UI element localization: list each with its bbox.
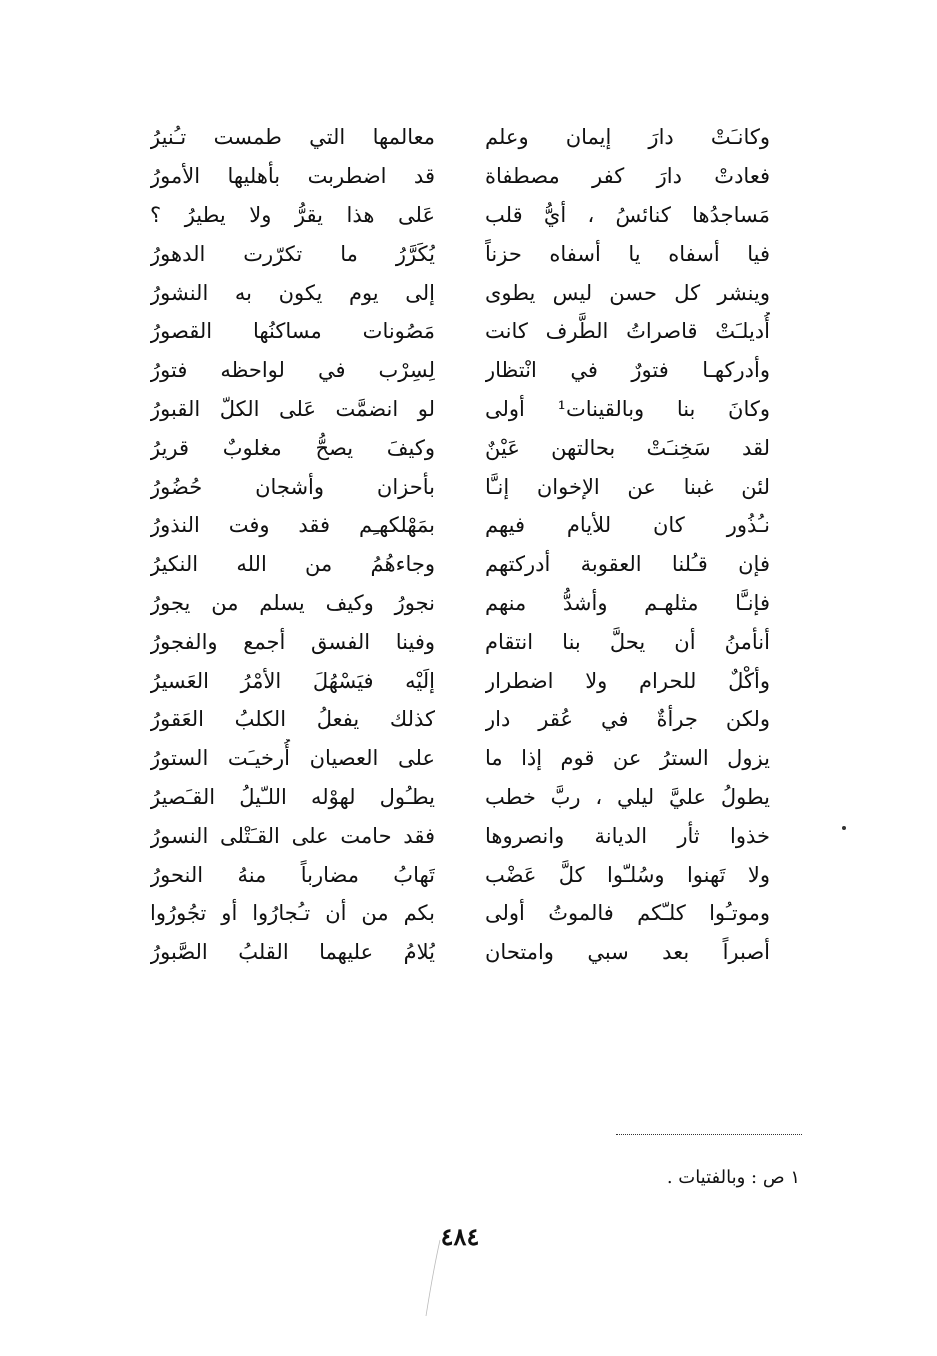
verse-second-hemistich: على العصيان أُرخيـَت الستورُ — [150, 746, 435, 771]
verse-second-hemistich: وفينا الفسق أجمع والفجورُ — [150, 629, 435, 654]
verse-second-hemistich: تَهابُ مضارباً منهُ النحورُ — [150, 862, 435, 887]
verse-second-hemistich: مَصُونات مساكنُها القصورُ — [150, 319, 435, 344]
verse-first-hemistich: وأكْلٌ للحرام ولا اضطرار — [485, 668, 770, 693]
verse-line — [150, 584, 770, 623]
verse-line — [150, 506, 770, 545]
verse-line — [150, 545, 770, 584]
verse-second-hemistich: وجاءهُمُ من الله النكيرُ — [150, 552, 435, 577]
verse-line — [150, 622, 770, 661]
verse-first-hemistich: مَساجدُها كنائسُ ، أيُّ قلب — [485, 202, 770, 227]
verse-first-hemistich: ولا تَهنوا وسُلـّوا كلَّ عَضْب — [485, 862, 770, 887]
verse-line — [150, 467, 770, 506]
verse-first-hemistich: فعادتْ دارَ كفر مصطفاة — [485, 164, 770, 189]
verse-line — [150, 855, 770, 894]
verse-second-hemistich: يُلامُ عليهما القلبُ الصَّبورُ — [150, 940, 435, 965]
verse-line — [150, 428, 770, 467]
verse-second-hemistich: بأحزان وأشجان حُضُورُ — [150, 474, 435, 499]
verse-second-hemistich: لو انضمَّت عَلى الكلّ القبورُ — [150, 396, 435, 421]
verse-line — [150, 273, 770, 312]
verse-line — [150, 351, 770, 390]
verse-line — [150, 778, 770, 817]
verse-line — [150, 739, 770, 778]
verse-second-hemistich: بكم من أن تـُجارُوا أو تجُورُوا — [150, 901, 435, 926]
verse-line — [150, 933, 770, 972]
verse-second-hemistich: وكيفَ يصحُّ مغلوبٌ قريرُ — [150, 435, 435, 460]
verse-line — [150, 816, 770, 855]
verse-first-hemistich: أصبراً بعد سبي وامتحان — [485, 940, 770, 965]
verse-second-hemistich: يُكَرَّرُ ما تكرّرت الدهورُ — [150, 241, 435, 266]
verse-first-hemistich: أنأمنُ أن يحلَّ بنا انتقام — [485, 629, 770, 654]
poem-body — [150, 118, 770, 1128]
verse-second-hemistich: قد اضطربت بأهليها الأمورُ — [150, 164, 435, 189]
verse-line — [150, 157, 770, 196]
verse-first-hemistich: فإن قـُلنا العقوبة أدركتهم — [485, 552, 770, 577]
verse-first-hemistich: لقد سَخِنـَتْ بحالتهن عَيْنٌ — [485, 435, 770, 460]
verse-first-hemistich: نـُذُور كان للأيام فيهم — [485, 513, 770, 538]
verse-line — [150, 234, 770, 273]
footnote: ١ ص : وبالفتيات . — [666, 1167, 800, 1188]
verse-line — [150, 118, 770, 157]
verse-first-hemistich: وينشر كل حسن ليس يطوى — [485, 280, 770, 305]
verse-second-hemistich: فقد حامت على القـَتْلى النسورُ — [150, 823, 435, 848]
verse-first-hemistich: يزول السترُ عن قوم إذا ما — [485, 746, 770, 771]
verse-line — [150, 196, 770, 235]
verse-second-hemistich: معالمها التي طمست تـُنيرُ — [150, 125, 435, 150]
verse-first-hemistich: وكانـَتْ دارَ إيمان وعلم — [485, 125, 770, 150]
page-number: ٤٨٤ — [440, 1222, 480, 1251]
footnote-separator — [616, 1134, 802, 1135]
verse-first-hemistich: لئن غبنا عن الإخوان إنـَّا — [485, 474, 770, 499]
verse-first-hemistich: ولكن جرأةٌ في عُقر دار — [485, 707, 770, 732]
pencil-mark — [418, 1238, 448, 1318]
verse-line — [150, 390, 770, 429]
verse-first-hemistich: وكانَ بنا وبالقينات¹ أولى — [485, 396, 770, 421]
verse-first-hemistich: خذوا ثأر الديانة وانصروها — [485, 823, 770, 848]
verse-second-hemistich: عَلى هذا يقرُّ ولا يطيرُ ؟ — [150, 202, 435, 227]
verse-second-hemistich: إلَيْه فيَسْهُلَ الأمْرُ العَسيرُ — [150, 668, 435, 693]
verse-first-hemistich: وأدركهـا فتورٌ في انْتظار — [485, 358, 770, 383]
verse-line — [150, 661, 770, 700]
verse-second-hemistich: لِسِرْب في لواحظه فتورُ — [150, 358, 435, 383]
verse-first-hemistich: أُديلـَتْ قاصراتُ الطَّرف كانت — [485, 319, 770, 344]
verse-second-hemistich: إلى يوم يكون به النشورُ — [150, 280, 435, 305]
verse-first-hemistich: فيا أسفاه يا أسفاه حزناً — [485, 241, 770, 266]
verse-second-hemistich: كذلك يفعلُ الكلبُ العَقورُ — [150, 707, 435, 732]
verse-second-hemistich: يطـُول لهوْله اللـّيلُ القـَصيرُ — [150, 784, 435, 809]
verse-first-hemistich: فإنـَّا مثلهـم وأشدُّ منهم — [485, 590, 770, 615]
verse-line — [150, 894, 770, 933]
margin-mark — [842, 826, 846, 830]
verse-first-hemistich: يطولُ عليَّ ليلي ، ربَّ خطب — [485, 784, 770, 809]
verse-line — [150, 312, 770, 351]
verse-second-hemistich: بمَهْلكهـِم فقد وفت النذورُ — [150, 513, 435, 538]
verse-first-hemistich: وموتـُوا كلـّكم فالموتُ أولى — [485, 901, 770, 926]
verse-second-hemistich: نجورُ وكيف يسلم من يجورُ — [150, 590, 435, 615]
verse-line — [150, 700, 770, 739]
